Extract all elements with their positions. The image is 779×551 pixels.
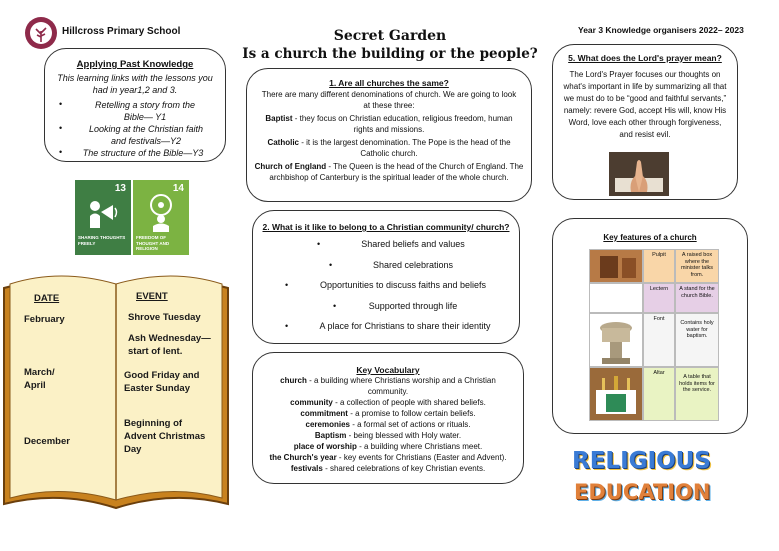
calendar-event: Ash Wednesday— start of lent. (128, 333, 211, 357)
calendar-col-event: EVENT (136, 291, 168, 302)
re-logo-line1: RELIGIOUS (572, 448, 711, 474)
feature-desc-pulpit: A raised box where the minister talks from. (675, 249, 719, 283)
community-item: Shared beliefs and values (361, 239, 465, 249)
vocabulary-heading: Key Vocabulary (356, 365, 420, 375)
calendar-col-date: DATE (34, 293, 60, 304)
section-1-box (246, 68, 532, 202)
denomination-text: - it is the largest denomination. The Pope is the head of the Catholic church. (299, 138, 511, 158)
denomination-term: Church of England (254, 162, 327, 171)
vocab-term: festivals (290, 464, 323, 473)
feature-name-pulpit: Pulpit (643, 249, 675, 283)
vocab-term: the Church's year (269, 453, 337, 462)
vocab-term: church (280, 376, 307, 385)
vocab-def: - shared celebrations of key Christian events. (322, 464, 486, 473)
bullet-icon: • (317, 239, 321, 249)
key-features-heading: Key features of a church (603, 233, 697, 242)
vocab-entry (263, 419, 513, 430)
vocab-def: - a collection of people with shared beliefs. (332, 398, 486, 407)
vocab-term: place of worship (293, 442, 357, 451)
school-logo (24, 16, 58, 50)
section-1-heading: 1. Are all churches the same? (329, 78, 449, 88)
past-knowledge-item: Looking at the Christian faith and festivals—Y2 (88, 124, 204, 146)
year-label: Year 3 Knowledge organisers 2022– 2023 (578, 25, 744, 35)
font-icon (590, 314, 642, 366)
past-knowledge-box (44, 48, 226, 162)
sdg-14-text: FREEDOM OF THOUGHT AND RELIGION (136, 235, 170, 251)
bullet-icon: • (59, 99, 63, 109)
section-5-text: The Lord's Prayer focuses our thoughts on what's important in life by summarizing all that we must do to be “good and faithful servants,” namely: revere God, accept His will, know His Word, love each other through forgiveness, and resist evil. (563, 70, 727, 139)
thinking-person-icon (141, 192, 181, 232)
bullet-icon: • (329, 260, 333, 270)
bullet-icon: • (333, 301, 337, 311)
altar-icon (590, 368, 642, 420)
page-title: Secret Garden (333, 28, 447, 44)
calendar-event: Beginning of Advent Christmas Day (124, 418, 206, 455)
past-knowledge-intro: This learning links with the lessons you had in year1,2 and 3. (57, 73, 213, 95)
denomination-text: - they focus on Christian education, religious freedom, human rights and missions. (292, 114, 513, 134)
community-item: Opportunities to discuss faiths and beliefs (319, 280, 487, 290)
feature-name-font: Font (643, 313, 675, 367)
vocab-def: - being blessed with Holy water. (346, 431, 462, 440)
section-1-intro: There are many different denominations of church. We are going to look at these three: (261, 90, 517, 110)
feature-desc-altar: A table that holds items for the service. (675, 367, 719, 421)
school-name: Hillcross Primary School (62, 26, 181, 37)
vocab-entry (263, 463, 513, 474)
vocab-entry (257, 452, 519, 463)
key-features-box (552, 218, 748, 434)
denomination-text: - The Queen is the head of the Church of England. The archbishop of Canterbury is the spiritual leader of the whole church. (269, 162, 524, 182)
sdg-13-number: 13 (114, 183, 126, 194)
feature-name-altar: Altar (643, 367, 675, 421)
pulpit-image (589, 249, 643, 283)
denomination-term: Catholic (267, 138, 299, 147)
section-5-box (552, 44, 738, 200)
religious-education-logo (572, 448, 722, 512)
vocab-entry (263, 397, 513, 408)
past-knowledge-item: Retelling a story from the Bible— Y1 (94, 100, 196, 122)
vocabulary-box (252, 352, 524, 484)
bullet-icon: • (59, 147, 63, 157)
past-knowledge-heading: Applying Past Knowledge (76, 59, 194, 70)
bullet-icon: • (285, 321, 289, 331)
calendar-event: Good Friday and Easter Sunday (124, 370, 200, 394)
vocab-term: Baptism (314, 431, 347, 440)
community-item: Shared celebrations (372, 260, 454, 270)
sdg-tile-13 (75, 180, 131, 255)
denomination-baptist (261, 113, 517, 135)
lectern-image (589, 283, 643, 313)
bullet-icon: • (285, 280, 289, 290)
denomination-catholic (265, 137, 513, 159)
vocab-def: - a building where Christians meet. (356, 442, 483, 451)
sdg-13-text: SHARING THOUGHTS FREELY (78, 235, 126, 246)
sdg-14-number: 14 (172, 183, 184, 194)
vocab-def: - a formal set of actions or rituals. (349, 420, 471, 429)
section-2-heading: 2. What is it like to belong to a Christian community/ church? (262, 222, 510, 232)
vocab-term: commitment (300, 409, 348, 418)
vocab-def: - a promise to follow certain beliefs. (347, 409, 476, 418)
vocab-def: - key events for Christians (Easter and Advent). (336, 453, 507, 462)
calendar-event: Shrove Tuesday (128, 312, 201, 323)
vocab-entry (263, 408, 513, 419)
book-illustration (0, 268, 232, 520)
praying-hands-icon (609, 152, 669, 196)
community-item: Supported through life (368, 301, 458, 311)
feature-desc-font: Contains holy water for baptism. (675, 313, 719, 367)
vocab-def: - a building where Christians worship and a Christian community. (306, 376, 496, 396)
sdg-tile-14 (133, 180, 189, 255)
denomination-term: Baptist (265, 114, 293, 123)
vocab-entry (267, 375, 509, 397)
section-5-heading: 5. What does the Lord's prayer mean? (568, 53, 722, 63)
feature-desc-lectern: A stand for the church Bible. (675, 283, 719, 313)
altar-image (589, 367, 643, 421)
vocab-entry (263, 441, 513, 452)
bullet-icon: • (59, 123, 63, 133)
font-image (589, 313, 643, 367)
praying-hands-image (609, 152, 669, 196)
re-logo-line2: EDUCATION (574, 480, 711, 504)
vocab-term: ceremonies (305, 420, 350, 429)
pulpit-icon (590, 250, 642, 282)
past-knowledge-item: The structure of the Bible—Y3 (82, 148, 204, 158)
community-item: A place for Christians to share their identity (319, 321, 491, 331)
calendar-date: December (24, 436, 70, 447)
vocab-term: community (290, 398, 333, 407)
calendar-date: February (24, 314, 65, 325)
vocab-entry (263, 430, 513, 441)
feature-name-lectern: Lectern (643, 283, 675, 313)
page-question: Is a church the building or the people? (242, 46, 538, 62)
denomination-coe (253, 161, 525, 183)
section-2-box (252, 210, 520, 344)
calendar-date: March/ April (24, 367, 55, 391)
megaphone-icon (85, 194, 121, 230)
